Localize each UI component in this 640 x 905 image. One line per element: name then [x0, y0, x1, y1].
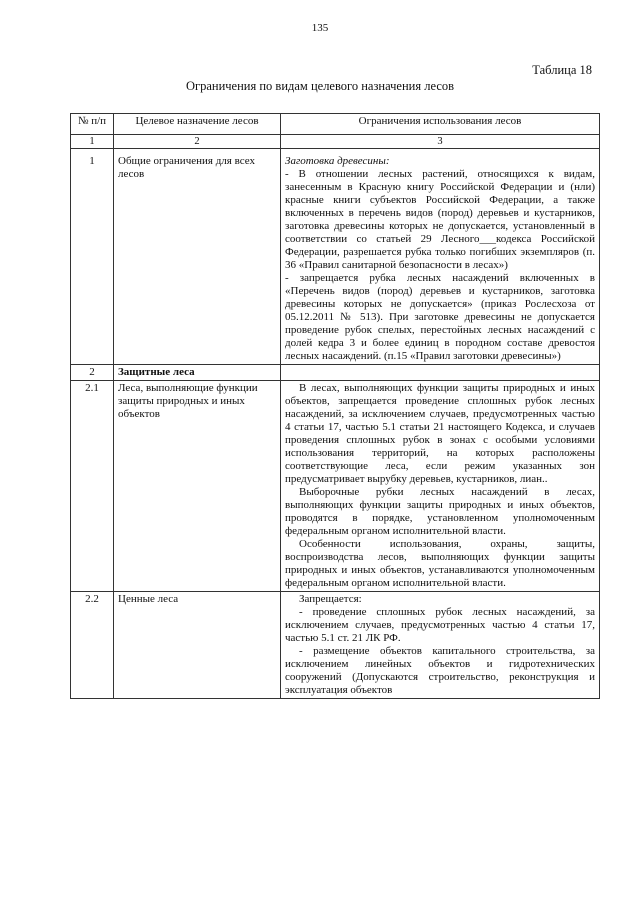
row-restrictions — [281, 381, 600, 592]
page-number: 135 — [311, 22, 329, 34]
restrictions-table — [70, 113, 600, 699]
table-label: Таблица 18 — [532, 63, 592, 77]
row-number: 2 — [71, 365, 114, 381]
paragraph: Особенности использования, охраны, защиты, воспроизводства лесов, выполняющих функции защиты природных и иных объектов, устанавливаются уполномоченным федеральным органом исполнительной власти. — [285, 538, 595, 589]
row-restrictions-empty — [281, 365, 600, 381]
table-row — [71, 149, 600, 365]
paragraph-intro: Запрещается: — [299, 593, 362, 605]
paragraph: - запрещается рубка лесных насаждений включенных в «Перечень видов (пород) деревьев и кустарников, заготовка древесины которых не допускается» (приказ Рослесхоза от 05.12.2011 № 513). При заготовке древесины не допускается проведение рубок спелых, перестойных лесных насаждений с долей кедра 3 и более единиц в породном составе древостоя лесных насаждений. (п.15 «Правил заготовки древесины») — [285, 272, 595, 362]
paragraph: - В отношении лесных растений, относящихся к видам, занесенным в Красную книгу Российской Федерации и (нли) красные книги субъектов Российской Федерации, а также включенных в перечень видов (пород) деревьев и кустарников, заготовка древесины которых не допускается, установленный в соответствии со статьей 29 Лесного___кодекса Российской Федерации, разрешается рубка только погибших экземпляров (п. 36 «Правил санитарной безопасности в лесах») — [285, 168, 595, 271]
header-col-purpose: Целевое назначение лесов — [114, 114, 281, 135]
table-row — [71, 592, 600, 699]
column-number: 3 — [281, 135, 600, 149]
row-purpose: Ценные леса — [114, 592, 281, 699]
row-purpose: Леса, выполняющие функции защиты природных и иных объектов — [114, 381, 281, 592]
table-row — [71, 365, 600, 381]
section-heading: Защитные леса — [114, 365, 281, 381]
row-number: 2.2 — [71, 592, 114, 699]
paragraph: Выборочные рубки лесных насаждений в лесах, выполняющих функции защиты природных и иных объектов, проводятся в порядке, установленном уполномоченным федеральным органом исполнительной власти. — [285, 486, 595, 537]
row-restrictions — [281, 592, 600, 699]
header-col-number: № п/п — [71, 114, 114, 135]
table-title: Ограничения по видам целевого назначения лесов — [185, 79, 455, 93]
subheading: Заготовка древесины: — [285, 155, 390, 167]
paragraph: - проведение сплошных рубок лесных насаждений, за исключением случаев, предусмотренных частью 4 статьи 17, частью 5.1 ст. 21 ЛК РФ. — [285, 606, 595, 644]
column-number: 2 — [114, 135, 281, 149]
paragraph: - размещение объектов капитального строительства, за исключением линейных объектов и гидротехнических сооружений (Допускаются строительство, реконструкция и эксплуатация объектов — [285, 645, 595, 696]
column-number: 1 — [71, 135, 114, 149]
paragraph: В лесах, выполняющих функции защиты природных и иных объектов, запрещается проведение сплошных рубок лесных насаждений, за исключением случаев, предусмотренных частью 4 статьи 17, частью 5.1 статьи 21 настоящего Кодекса, и случаев проведения сплошных рубок в зонах с особыми условиями использования территорий, на которых расположены соответствующие леса, если режим указанных зон предусматривает вырубку деревьев, кустарников, лиан.. — [285, 382, 595, 485]
row-number: 2.1 — [71, 381, 114, 592]
table-header-row — [71, 114, 600, 135]
row-restrictions — [281, 149, 600, 365]
row-purpose: Общие ограничения для всех лесов — [114, 149, 281, 365]
row-number: 1 — [71, 149, 114, 365]
table-row — [71, 381, 600, 592]
header-col-restrictions: Ограничения использования лесов — [281, 114, 600, 135]
column-number-row — [71, 135, 600, 149]
